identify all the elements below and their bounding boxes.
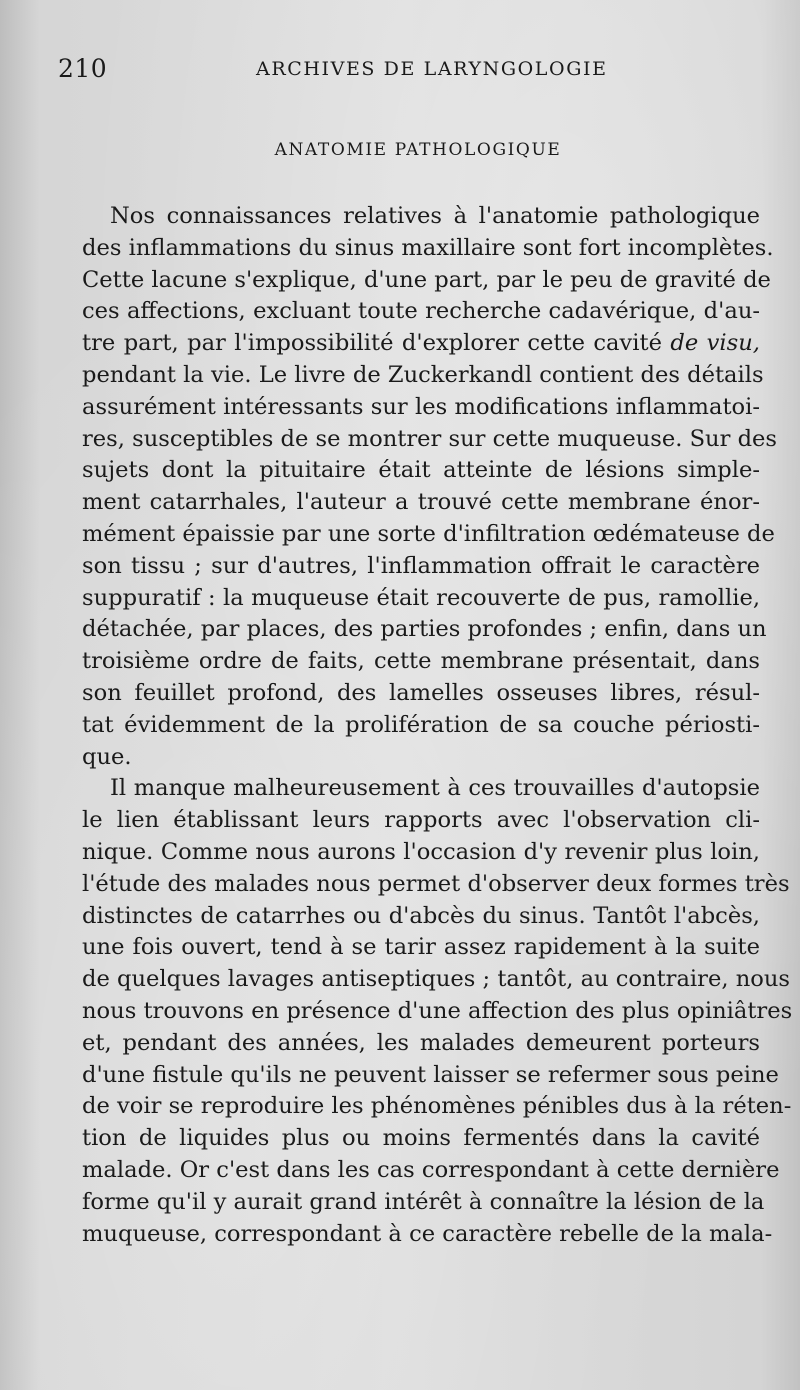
text-line: son feuillet profond, des lamelles osseuses libres, résul- <box>82 679 760 706</box>
text-line: ment catarrhales, l'auteur a trouvé cette membrane énor- <box>82 489 760 516</box>
text-line: détachée, par places, des parties profondes ; enfin, dans un <box>82 616 767 643</box>
text-line: des inflammations du sinus maxillaire sont fort incomplètes. <box>82 234 774 261</box>
text-line: distinctes de catarrhes ou d'abcès du sinus. Tantôt l'abcès, <box>82 902 760 929</box>
text-line: malade. Or c'est dans les cas correspondant à cette dernière <box>82 1156 780 1183</box>
text-line: troisième ordre de faits, cette membrane présentait, dans <box>82 648 760 675</box>
text-line: tion de liquides plus ou moins fermentés dans la cavité <box>82 1125 760 1152</box>
text-line: et, pendant des années, les malades demeurent porteurs <box>82 1029 760 1056</box>
text-line: Il manque malheureusement à ces trouvailles d'autopsie <box>110 775 760 802</box>
text-line: une fois ouvert, tend à se tarir assez rapidement à la suite <box>82 934 760 961</box>
text-line: nous trouvons en présence d'une affection des plus opiniâtres <box>82 997 793 1024</box>
page-number: 210 <box>58 54 108 83</box>
journal-title: ARCHIVES DE LARYNGOLOGIE <box>256 58 608 80</box>
text-line: suppuratif : la muqueuse était recouverte de pus, ramollie, <box>82 584 760 611</box>
section-title: ANATOMIE PATHOLOGIQUE <box>274 140 562 160</box>
text-line: que. <box>82 743 132 770</box>
text-line: le lien établissant leurs rapports avec l'observation cli- <box>82 807 760 834</box>
text-line: forme qu'il y aurait grand intérêt à connaître la lésion de la <box>82 1188 765 1215</box>
text-line: d'une fistule qu'ils ne peuvent laisser se refermer sous peine <box>82 1061 779 1088</box>
text-line: res, susceptibles de se montrer sur cette muqueuse. Sur des <box>82 425 778 452</box>
text-line: Nos connaissances relatives à l'anatomie pathologique <box>110 203 760 229</box>
text-line: Cette lacune s'explique, d'une part, par le peu de gravité de <box>82 266 771 293</box>
paragraph-1 <box>82 201 778 773</box>
text-line: pendant la vie. Le livre de Zuckerkandl contient des détails <box>82 361 764 388</box>
italic-phrase: de visu, <box>670 330 760 357</box>
paragraph-2 <box>82 773 793 1250</box>
text-line: assurément intéressants sur les modifications inflammatoi- <box>82 393 760 420</box>
text-line: mément épaissie par une sorte d'infiltration œdémateuse de <box>82 520 775 547</box>
text-line: ces affections, excluant toute recherche cadavérique, d'au- <box>82 298 760 325</box>
running-head <box>58 54 758 94</box>
text-line: muqueuse, correspondant à ce caractère rebelle de la mala- <box>82 1220 773 1247</box>
text-line-with-italic <box>82 328 760 360</box>
text-line: de quelques lavages antiseptiques ; tantôt, au contraire, nous <box>82 966 790 993</box>
text-line: son tissu ; sur d'autres, l'inflammation offrait le caractère <box>82 552 760 579</box>
text-line: tat évidemment de la prolifération de sa couche périosti- <box>82 711 760 738</box>
text-line: de voir se reproduire les phénomènes pénibles dus à la réten- <box>82 1093 792 1120</box>
text-line: l'étude des malades nous permet d'observer deux formes très <box>82 870 790 897</box>
text-segment: tre part, par l'impossibilité d'explorer cette cavité <box>82 330 671 357</box>
body-text <box>82 201 793 1250</box>
text-line: nique. Comme nous aurons l'occasion d'y revenir plus loin, <box>82 838 760 865</box>
text-line: sujets dont la pituitaire était atteinte de lésions simple- <box>82 457 760 484</box>
